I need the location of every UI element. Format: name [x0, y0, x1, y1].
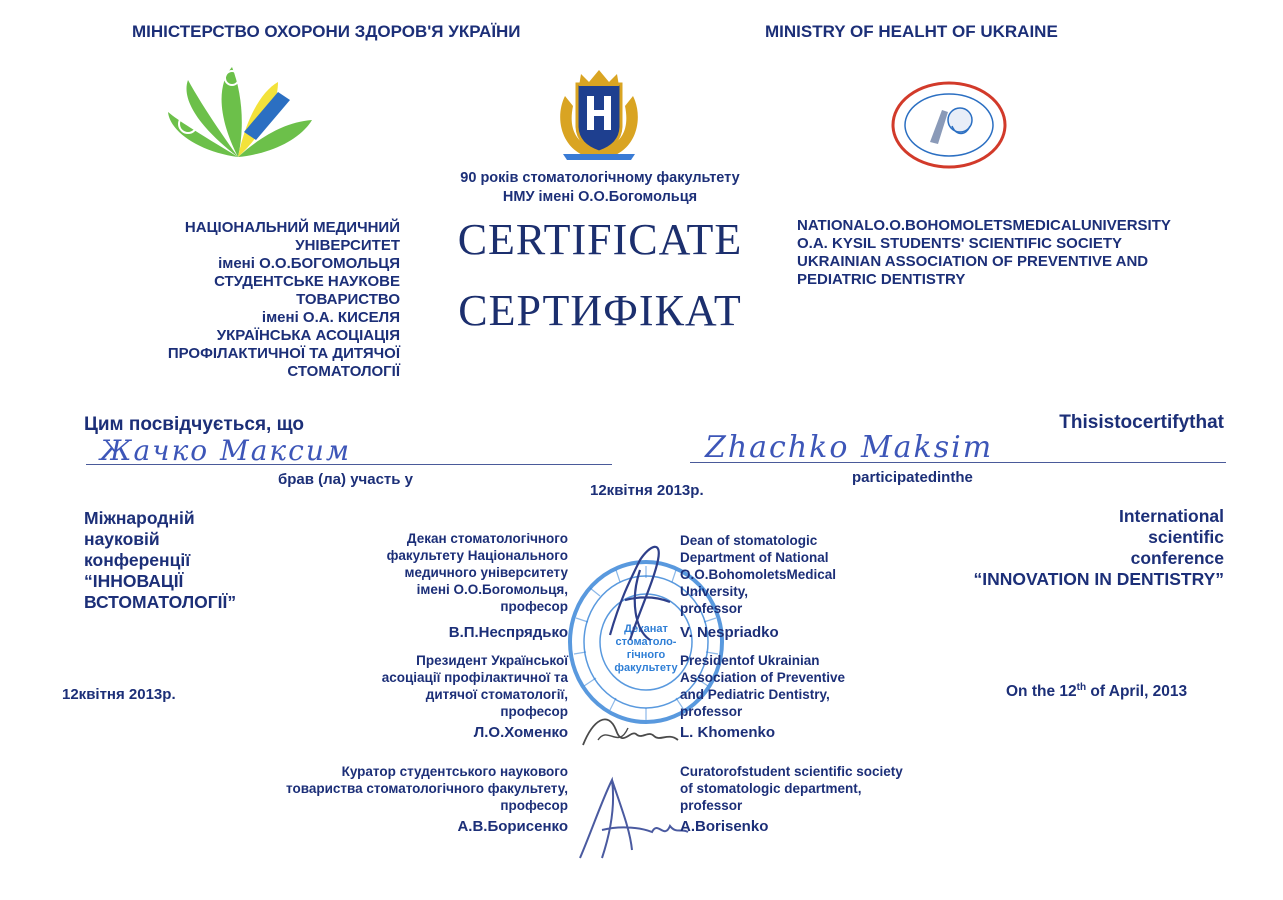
- signatory-curator-en: [680, 763, 950, 814]
- participated-ua: брав (ла) участь у: [278, 471, 413, 488]
- org-ua-line: СТОМАТОЛОГІЇ: [287, 363, 400, 380]
- conference-en-line: conference: [1130, 548, 1224, 568]
- signature-curator: [572, 770, 692, 865]
- association-seal-logo: [890, 80, 1008, 170]
- anniversary-line-2: НМУ імені О.О.Богомольця: [502, 189, 698, 205]
- signatory-line: професор: [500, 798, 568, 813]
- date-right-sup: th: [1076, 682, 1087, 693]
- signatory-line: University,: [680, 584, 749, 599]
- conference-en-line: “INNOVATION IN DENTISTRY”: [973, 569, 1224, 589]
- org-ua-line: СТУДЕНТСЬКЕ НАУКОВЕ: [214, 273, 400, 290]
- signatory-line: Dean of stomatologic: [680, 533, 818, 548]
- org-ua-line: УНІВЕРСИТЕТ: [295, 237, 400, 254]
- org-ua-line: імені О.О.БОГОМОЛЬЦЯ: [218, 255, 400, 272]
- org-en-line: PEDIATRIC DENTISTRY: [797, 271, 966, 288]
- conference-ua-line: науковій: [84, 529, 160, 549]
- signatory-line: Curatorofstudent scientific society: [680, 764, 903, 779]
- signatory-line: Association of Preventive: [680, 670, 846, 685]
- signatory-dean-ua: [300, 530, 568, 615]
- date-left: 12квітня 2013р.: [62, 686, 176, 703]
- certify-intro-ua: Цим посвідчується, що: [84, 414, 304, 435]
- signatory-curator-ua: [220, 763, 568, 814]
- signatory-line: professor: [680, 798, 743, 813]
- signatory-line: Декан стоматологічного: [406, 531, 568, 546]
- signatory-dean-en: [680, 532, 910, 617]
- signatory-line: professor: [680, 601, 743, 616]
- stamp-text-line: факультету: [614, 662, 678, 674]
- signatory-line: of stomatologic department,: [680, 781, 862, 796]
- signatory-line: Куратор студентського наукового: [341, 764, 568, 779]
- signatory-line: Department of National: [680, 550, 829, 565]
- org-ua-line: НАЦІОНАЛЬНИЙ МЕДИЧНИЙ: [184, 219, 400, 236]
- ministry-en: MINISTRY OF HEALHT OF UKRAINE: [765, 22, 1058, 41]
- org-ua-line: імені О.А. КИСЕЛЯ: [261, 309, 400, 326]
- recipient-name-ua: Жачко Максим: [100, 434, 352, 467]
- signatory-president-name-ua: Л.О.Хоменко: [473, 724, 568, 741]
- conference-ua-line: “ІННОВАЦІЇ: [84, 571, 184, 591]
- signatory-line: дитячої стоматології,: [425, 687, 568, 702]
- organization-en: [797, 217, 1237, 289]
- signatory-line: and Pediatric Dentistry,: [680, 687, 830, 702]
- signatory-line: медичного університету: [404, 565, 568, 580]
- signatory-line: Presidentof Ukrainian: [680, 653, 820, 668]
- conference-en-line: scientific: [1148, 527, 1224, 547]
- organization-ua: [80, 219, 400, 381]
- signatory-line: professor: [680, 704, 743, 719]
- title-certificate: CERTIFICATE: [457, 215, 743, 264]
- signatory-line: O.O.BohomoletsMedical: [680, 567, 837, 582]
- ministry-ua: МІНІСТЕРСТВО ОХОРОНИ ЗДОРОВ'Я УКРАЇНИ: [132, 22, 521, 41]
- signatory-line: асоціації профілактичної та: [381, 670, 568, 685]
- signature-president: [578, 700, 688, 760]
- org-ua-line: ТОВАРИСТВО: [296, 291, 400, 308]
- org-ua-line: УКРАЇНСЬКА АСОЦІАЦІЯ: [216, 327, 400, 344]
- date-right: [1006, 682, 1187, 701]
- org-en-line: UKRAINIAN ASSOCIATION OF PREVENTIVE AND: [797, 253, 1149, 270]
- title-sertyfikat: СЕРТИФІКАТ: [458, 286, 742, 335]
- signatory-president-en: [680, 652, 910, 720]
- signature-dean: [600, 540, 680, 650]
- signatory-line: Президент Української: [416, 653, 568, 668]
- signatory-line: професор: [500, 599, 568, 614]
- signatory-line: факультету Національного: [386, 548, 568, 563]
- recipient-name-en: Zhachko Maksim: [705, 430, 994, 465]
- name-line-en: [690, 462, 1226, 463]
- conference-ua-line: Міжнародній: [84, 508, 195, 528]
- certify-intro-en: Thisistocertifythat: [1059, 412, 1224, 433]
- stamp-text-line: гічного: [626, 649, 666, 661]
- stamp-text-line: Деканат: [624, 623, 668, 635]
- conference-ua-line: ВСТОМАТОЛОГІЇ”: [84, 592, 237, 612]
- university-crest: [555, 66, 643, 161]
- name-line-ua: [86, 464, 612, 465]
- signatory-curator-name-ua: А.В.Борисенко: [457, 818, 568, 835]
- org-ua-line: ПРОФІЛАКТИЧНОЇ ТА ДИТЯЧОЇ: [167, 345, 400, 362]
- signatory-dean-name-en: V. Nespriadko: [680, 624, 779, 641]
- participated-en: participatedinthe: [852, 469, 973, 486]
- signatory-president-name-en: L. Khomenko: [680, 724, 776, 741]
- date-right-suffix: of April, 2013: [1086, 683, 1188, 701]
- signatory-dean-name-ua: В.П.Неспрядько: [448, 624, 568, 641]
- org-en-line: O.A. KYSIL STUDENTS' SCIENTIFIC SOCIETY: [797, 235, 1122, 252]
- signatory-line: товариства стоматологічного факультету,: [286, 781, 568, 796]
- conference-ua-line: конференції: [84, 550, 191, 570]
- date-center: 12квітня 2013р.: [590, 482, 704, 499]
- signatory-president-ua: [300, 652, 568, 720]
- signatory-line: імені О.О.Богомольця,: [416, 582, 568, 597]
- conference-en-line: International: [1118, 506, 1224, 526]
- stamp-text-line: стоматоло-: [615, 636, 677, 648]
- anniversary-line-1: 90 років стоматологічному факультету: [460, 170, 740, 186]
- signatory-line: професор: [500, 704, 568, 719]
- date-right-prefix: On the 12: [1006, 683, 1077, 701]
- org-en-line: NATIONALO.O.BOHOMOLETSMEDICALUNIVERSITY: [797, 217, 1171, 234]
- conference-en: [900, 506, 1224, 590]
- signatory-curator-name-en: A.Borisenko: [680, 818, 769, 835]
- student-society-logo: [160, 62, 320, 162]
